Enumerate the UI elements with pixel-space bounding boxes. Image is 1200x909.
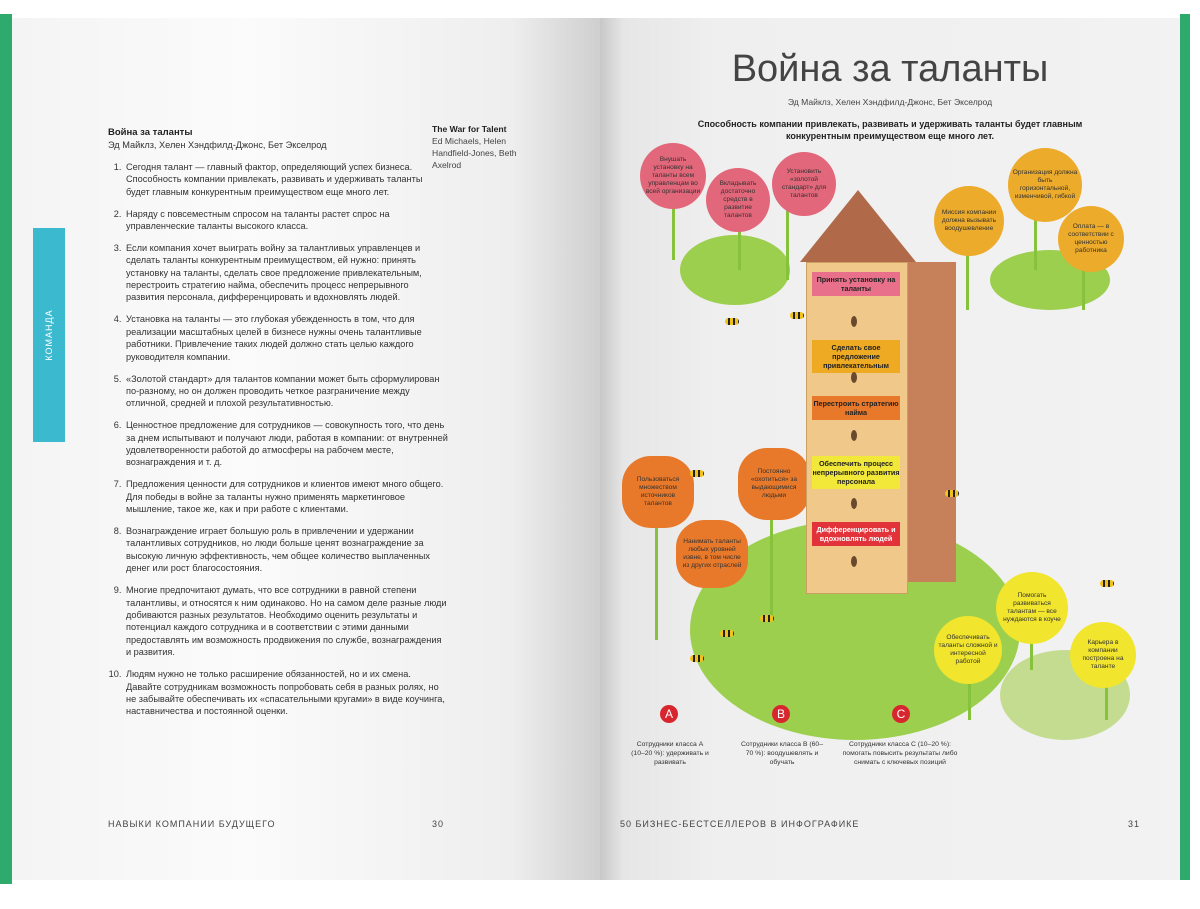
hive-level: Принять установку на таланты — [812, 272, 900, 296]
bee-icon — [720, 630, 734, 637]
page-number-right: 31 — [1128, 819, 1141, 829]
original-book-title: The War for Talent — [432, 124, 507, 134]
class-a-caption: Сотрудники класса A (10–20 %): удерживать и развивать — [631, 741, 709, 766]
flower-pink: Внушать установку на таланты всем управленцам во всей организации — [640, 143, 706, 209]
infographic-lead: Способность компании привлекать, развивать и удерживать таланты будет главным конкурентным преимуществом еще много лет. — [697, 119, 1083, 141]
flower-gold: Миссия компании должна вызывать воодушевление — [934, 186, 1004, 256]
original-title — [432, 123, 542, 171]
stem — [655, 520, 658, 640]
flower-yellow: Карьера в компании построена на таланте — [1070, 622, 1136, 688]
hive-side — [906, 262, 956, 582]
flower-yellow: Обеспечивать таланты сложной и интересной работой — [934, 616, 1002, 684]
bee-icon — [790, 312, 804, 319]
hill — [680, 235, 790, 305]
point: 8. Вознаграждение играет большую роль в привлечении и удержании талантливых сотрудников, но люди больше ценят вознаграждение за высокую личную эффективность, чем общее количество выплаченных денег или рост благосостояния. — [124, 525, 448, 575]
stem — [966, 250, 969, 310]
hive-level: Сделать свое предложение привлекательным — [812, 340, 900, 373]
point: 7. Предложения ценности для сотрудников и клиентов имеют много общего. Для победы в войне за таланты нужно применять маркетинговое мышление, такое же, как и при работе с клиентами. — [124, 478, 448, 515]
section-tab — [33, 228, 65, 442]
flower-orange: Нанимать таланты любых уровней извне, в том числе из других отраслей — [676, 520, 748, 588]
stem — [672, 200, 675, 260]
flower-gold: Организация должна быть горизонтальной, изменчивой, гибкой — [1008, 148, 1082, 222]
flower-orange: Постоянно «охотиться» за выдающимися людьми — [738, 448, 810, 520]
bee-icon — [690, 470, 704, 477]
bee-icon — [725, 318, 739, 325]
hive-level: Обеспечить процесс непрерывного развития персонала — [812, 456, 900, 489]
bee-icon — [690, 655, 704, 662]
flower-pink: Вкладывать достаточно средств в развитие талантов — [706, 168, 770, 232]
footer-right: 50 БИЗНЕС-БЕСТСЕЛЛЕРОВ В ИНФОГРАФИКЕ — [620, 819, 860, 829]
flower-pink: Установить «золотой стандарт» для талантов — [772, 152, 836, 216]
class-a-marker: A — [660, 705, 678, 723]
infographic-title: Война за таланты — [731, 48, 1049, 90]
hive-entrance — [851, 316, 857, 327]
hive-level: Дифференцировать и вдохновлять людей — [812, 522, 900, 546]
infographic-authors: Эд Майклз, Хелен Хэндфилд-Джонс, Бет Экселрод — [787, 97, 993, 107]
bee-icon — [760, 615, 774, 622]
section-tab-label: КОМАНДА — [44, 309, 54, 361]
point: 10. Людям нужно не только расширение обязанностей, но и их смена. Давайте сотрудникам возможность попробовать себя в разных ролях, но не забывайте обеспечивать их «спасательными кругами» в виде коучинга, наставничества и постоянной оценки. — [124, 668, 448, 718]
original-authors: Ed Michaels, Helen Handfield-Jones, Beth Axelrod — [432, 136, 517, 170]
class-c-caption: Сотрудники класса C (10–20 %): помогать повысить результаты либо снимать с ключевых позиций — [842, 741, 958, 766]
point: 4. Установка на таланты — это глубокая убежденность в том, что для реализации масштабных целей в бизнесе нужны очень талантливые работники. Привлечение таких людей должно стать целью каждого руководителя компании. — [124, 313, 448, 363]
summary-text — [108, 127, 448, 727]
flower-orange: Пользоваться множеством источников талантов — [622, 456, 694, 528]
bee-icon — [1100, 580, 1114, 587]
class-c-marker: C — [892, 705, 910, 723]
hive-entrance — [851, 498, 857, 509]
point: 5. «Золотой стандарт» для талантов компании может быть сформулирован по-разному, но он должен проводить четкое разграничение между отличной, средней и плохой результативностью. — [124, 373, 448, 410]
hive-entrance — [851, 430, 857, 441]
key-points — [108, 161, 448, 718]
point: 2. Наряду с повсеместным спросом на таланты растет спрос на управленческие таланты высокого класса. — [124, 208, 448, 233]
book-edge-left — [0, 14, 12, 884]
book-authors: Эд Майклз, Хелен Хэндфилд-Джонс, Бет Экселрод — [108, 140, 327, 151]
hive-roof — [800, 190, 916, 262]
point: 6. Ценностное предложение для сотрудников — совокупность того, что день за днем испытывают и получают люди, работая в компании: от внутренней удовлетворенности работой до атмосферы на рабочем месте, вознаграждения и т. д. — [124, 419, 448, 469]
class-b-caption: Сотрудники класса B (60–70 %): воодушевлять и обучать — [741, 741, 823, 766]
footer-left: НАВЫКИ КОМПАНИИ БУДУЩЕГО — [108, 819, 276, 829]
book-title: Война за таланты — [108, 127, 193, 138]
hive-entrance — [851, 556, 857, 567]
bee-icon — [945, 490, 959, 497]
class-b-marker: B — [772, 705, 790, 723]
flower-yellow: Помогать развиваться талантам — все нуждаются в коуче — [996, 572, 1068, 644]
point: 1. Сегодня талант — главный фактор, определяющий успех бизнеса. Способность компании привлекать, развивать и удерживать таланты будет главным конкурентным преимуществом еще много лет. — [124, 161, 448, 198]
hive-entrance — [851, 372, 857, 383]
point: 9. Многие предпочитают думать, что все сотрудники в равной степени талантливы, и относятся к ним одинаково. Но на самом деле разные люди добиваются разных результатов. Необходимо оценить результаты и потенциал каждого сотрудника и в соответствии с этими данными предоставлять им возможность продвижения по службе, вознаграждения и развития. — [124, 584, 448, 658]
book-edge-right — [1180, 14, 1190, 880]
hive-level: Перестроить стратегию найма — [812, 396, 900, 420]
stem — [770, 510, 773, 620]
page-number-left: 30 — [432, 819, 445, 829]
point: 3. Если компания хочет выиграть войну за талантливых управленцев и сделать таланты конкурентным преимуществом, ей нужно: принять установку на таланты, сделать свое предложение привлекательным, перестроить стратегию найма, обеспечить процесс непрерывного развития персонала, дифференцировать и вдохновлять людей. — [124, 242, 448, 304]
flower-gold: Оплата — в соответствии с ценностью работника — [1058, 206, 1124, 272]
